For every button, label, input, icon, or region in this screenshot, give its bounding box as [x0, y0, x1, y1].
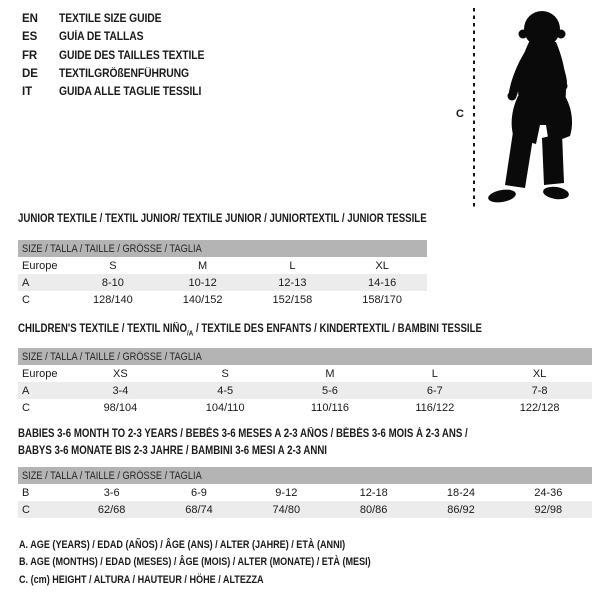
size-cell: 62/68 [97, 503, 126, 516]
section-title [18, 426, 553, 459]
size-cell: 92/98 [534, 503, 563, 516]
size-cell: 158/170 [362, 293, 402, 306]
size-table [18, 348, 592, 416]
size-cell: 6-7 [426, 384, 443, 397]
language-title-list [22, 10, 221, 101]
size-cell: XL [375, 259, 389, 272]
section-title-text: BABIES 3-6 MONTH TO 2-3 YEARS / BEBÉS 3-6 MESES A 2-3 AÑOS / BÉBÉS 3-6 MOIS À 2-3 ANS / [18, 428, 468, 440]
language-code: EN [22, 13, 38, 25]
section-title-line [18, 211, 504, 228]
size-cell: 3-4 [112, 384, 129, 397]
size-cell: 74/80 [272, 503, 301, 516]
language-code: IT [22, 86, 33, 99]
size-header-text: SIZE / TALLA / TAILLE / GRÖSSE / TAGLIA [22, 469, 202, 482]
row-label: C [22, 503, 30, 516]
table-row [18, 274, 427, 291]
height-dashed-line [473, 8, 475, 207]
language-row [22, 10, 221, 28]
size-cell: 116/122 [415, 401, 455, 414]
legend-line [19, 537, 438, 554]
size-header-text: SIZE / TALLA / TAILLE / GRÖSSE / TAGLIA [22, 242, 202, 255]
size-header-bar [18, 348, 592, 365]
size-header-bar [18, 467, 592, 484]
height-measure-label: C [456, 108, 464, 120]
legend-text: C. (cm) HEIGHT / ALTURA / HAUTEUR / HÖHE / ALTEZZA [19, 573, 264, 586]
table-row [18, 365, 592, 382]
toddler-silhouette-icon [486, 6, 578, 206]
size-cell: 14-16 [368, 276, 397, 289]
row-label: A [22, 384, 30, 397]
size-header-bar [18, 240, 427, 257]
language-guide-title: GUÍA DE TALLAS [59, 31, 144, 44]
size-cell: 80/86 [359, 503, 388, 516]
size-table [18, 240, 427, 308]
table-row [18, 291, 427, 308]
row-label: Europe [22, 367, 58, 380]
size-cell: 68/74 [185, 503, 213, 516]
size-cell: 98/104 [103, 401, 138, 414]
language-guide-title: GUIDE DES TAILLES TEXTILE [59, 49, 205, 62]
legend [19, 537, 438, 589]
section-title-text: / TEXTILE DES ENFANTS / KINDERTEXTIL / BAMBINI TESSILE [193, 323, 482, 335]
language-code: ES [22, 31, 38, 44]
row-label: B [22, 486, 30, 499]
size-cell: 128/140 [92, 293, 133, 306]
size-cell: S [221, 367, 229, 380]
section-title-text: BABYS 3-6 MONATE BIS 2-3 JAHRE / BAMBINI 3-6 MESI A 2-3 ANNI [18, 444, 327, 457]
size-cell: 8-10 [101, 276, 124, 289]
size-cell: 5-6 [322, 384, 338, 397]
legend-line [19, 572, 438, 589]
size-cell: L [289, 259, 296, 272]
size-cell: XL [532, 367, 547, 380]
size-cell: S [109, 259, 117, 272]
language-guide-title: GUIDA ALLE TAGLIE TESSILI [59, 86, 202, 99]
size-cell: 10-12 [188, 276, 217, 289]
section-title-line [18, 426, 553, 443]
size-cell: 9-12 [275, 486, 298, 499]
size-cell: 24-36 [534, 486, 563, 499]
section-title-line [18, 443, 553, 460]
section-title-line [18, 321, 482, 342]
language-code: DE [22, 67, 38, 80]
language-row [22, 28, 221, 46]
size-cell: 104/110 [205, 401, 245, 414]
row-label: A [22, 276, 30, 289]
legend-line [19, 554, 438, 571]
size-cell: XS [113, 367, 128, 380]
size-cell: 12-18 [359, 486, 388, 499]
language-row [22, 83, 221, 101]
size-cell: 7-8 [531, 384, 548, 397]
size-cell: 3-6 [103, 486, 120, 499]
language-row [22, 65, 221, 83]
table-row [18, 399, 592, 416]
size-cell: 12-13 [278, 276, 307, 289]
section-title-text: CHILDREN'S TEXTILE / TEXTIL NIÑO [18, 323, 188, 335]
size-cell: 152/158 [272, 293, 313, 306]
row-label: C [22, 401, 30, 414]
size-cell: 110/116 [310, 401, 350, 414]
row-label: Europe [22, 259, 58, 272]
language-guide-title: TEXTILE SIZE GUIDE [59, 13, 162, 25]
size-cell: L [431, 367, 438, 380]
section-title [18, 321, 570, 342]
language-guide-title: TEXTILGRÖßENFÜHRUNG [59, 67, 189, 80]
section-title-text: JUNIOR TEXTILE / TEXTIL JUNIOR/ TEXTILE JUNIOR / JUNIORTEXTIL / JUNIOR TESSILE [18, 213, 427, 225]
section-title [18, 211, 504, 228]
table-row [18, 484, 592, 501]
size-cell: 140/152 [182, 293, 223, 306]
row-label: C [22, 293, 30, 306]
size-cell: M [198, 259, 208, 272]
table-row [18, 257, 427, 274]
size-table [18, 467, 592, 518]
language-code: FR [22, 49, 38, 62]
table-row [18, 382, 592, 399]
size-cell: 122/128 [519, 401, 560, 414]
table-row [18, 501, 592, 518]
size-cell: 4-5 [217, 384, 234, 397]
legend-text: B. AGE (MONTHS) / EDAD (MESES) / ÂGE (MOIS) / ALTER (MONATE) / ETÀ (MESI) [19, 556, 371, 569]
size-cell: M [325, 367, 335, 380]
size-cell: 18-24 [446, 486, 476, 499]
size-header-text: SIZE / TALLA / TAILLE / GRÖSSE / TAGLIA [22, 350, 202, 363]
size-cell: 6-9 [191, 486, 207, 499]
language-row [22, 47, 221, 65]
section-title-subscript: /A [187, 328, 194, 338]
legend-text: A. AGE (YEARS) / EDAD (AÑOS) / ÂGE (ANS) / ALTER (JAHRE) / ETÀ (ANNI) [19, 539, 346, 551]
size-cell: 86/92 [447, 503, 475, 516]
